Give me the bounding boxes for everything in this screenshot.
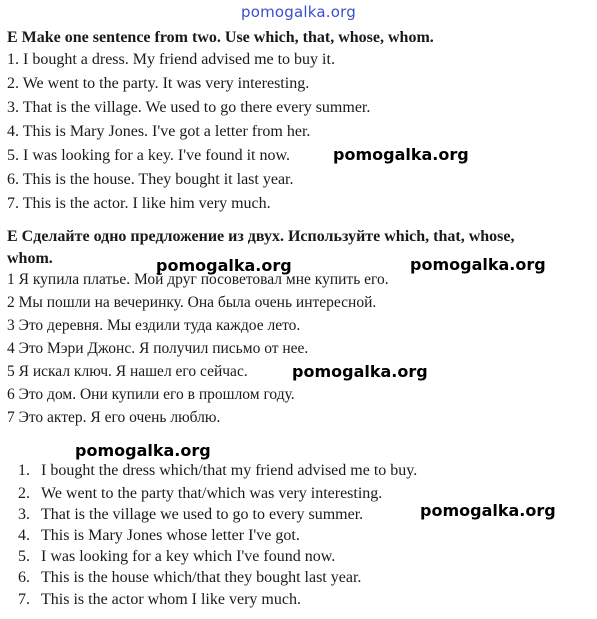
english-item-7: 7. This is the actor. I like him very much. <box>7 195 271 212</box>
english-item-3: 3. That is the village. We used to go there every summer. <box>7 99 371 116</box>
answer-item-5 <box>18 548 335 566</box>
watermark-1: pomogalka.org <box>333 145 469 164</box>
answer-text: That is the village we used to go to every summer. <box>41 506 364 523</box>
russian-task-heading-line1: E Сделайте одно предложение из двух. Используйте which, that, whose, <box>7 228 515 245</box>
answer-number: 4. <box>18 527 30 544</box>
answer-text: This is the house which/that they bought last year. <box>41 569 362 586</box>
answer-item-6 <box>18 569 361 587</box>
russian-item-1: 1 Я купила платье. Мой друг посоветовал мне купить его. <box>7 271 389 288</box>
answer-item-7 <box>18 591 301 609</box>
answer-number: 7. <box>18 591 30 608</box>
english-item-6: 6. This is the house. They bought it last year. <box>7 171 294 188</box>
russian-item-3: 3 Это деревня. Мы ездили туда каждое лето. <box>7 317 301 334</box>
answer-item-3 <box>18 506 363 524</box>
answer-item-1 <box>18 462 417 480</box>
russian-item-6: 6 Это дом. Они купили его в прошлом году. <box>7 386 295 403</box>
answer-text: This is Mary Jones whose letter I've got. <box>41 527 300 544</box>
answer-text: I was looking for a key which I've found now. <box>41 548 336 565</box>
answer-text: I bought the dress which/that my friend advised me to buy. <box>41 462 418 479</box>
watermark-4: pomogalka.org <box>292 362 428 381</box>
english-item-2: 2. We went to the party. It was very interesting. <box>7 75 310 92</box>
english-item-4: 4. This is Mary Jones. I've got a letter from her. <box>7 123 311 140</box>
english-item-5: 5. I was looking for a key. I've found it now. <box>7 147 290 164</box>
watermark-3: pomogalka.org <box>410 255 546 274</box>
russian-task-heading-line2: whom. <box>7 250 53 267</box>
watermark-6: pomogalka.org <box>420 501 556 520</box>
watermark-2: pomogalka.org <box>156 256 292 275</box>
answer-text: This is the actor whom I like very much. <box>41 591 301 608</box>
answer-text: We went to the party that/which was very interesting. <box>41 485 383 502</box>
watermark-5: pomogalka.org <box>75 441 211 460</box>
russian-item-2: 2 Мы пошли на вечеринку. Она была очень интересной. <box>7 294 377 311</box>
answer-number: 6. <box>18 569 30 586</box>
english-task-heading: E Make one sentence from two. Use which, that, whose, whom. <box>7 29 434 46</box>
english-item-1: 1. I bought a dress. My friend advised me to buy it. <box>7 51 335 68</box>
answer-number: 5. <box>18 548 30 565</box>
russian-item-5: 5 Я искал ключ. Я нашел его сейчас. <box>7 363 248 380</box>
answer-number: 2. <box>18 485 30 502</box>
watermark-top: pomogalka.org <box>241 3 356 21</box>
answer-item-2 <box>18 485 382 503</box>
answer-number: 1. <box>18 462 30 479</box>
answer-number: 3. <box>18 506 30 523</box>
russian-item-7: 7 Это актер. Я его очень люблю. <box>7 409 221 426</box>
answer-item-4 <box>18 527 300 545</box>
russian-item-4: 4 Это Мэри Джонс. Я получил письмо от нее. <box>7 340 309 357</box>
